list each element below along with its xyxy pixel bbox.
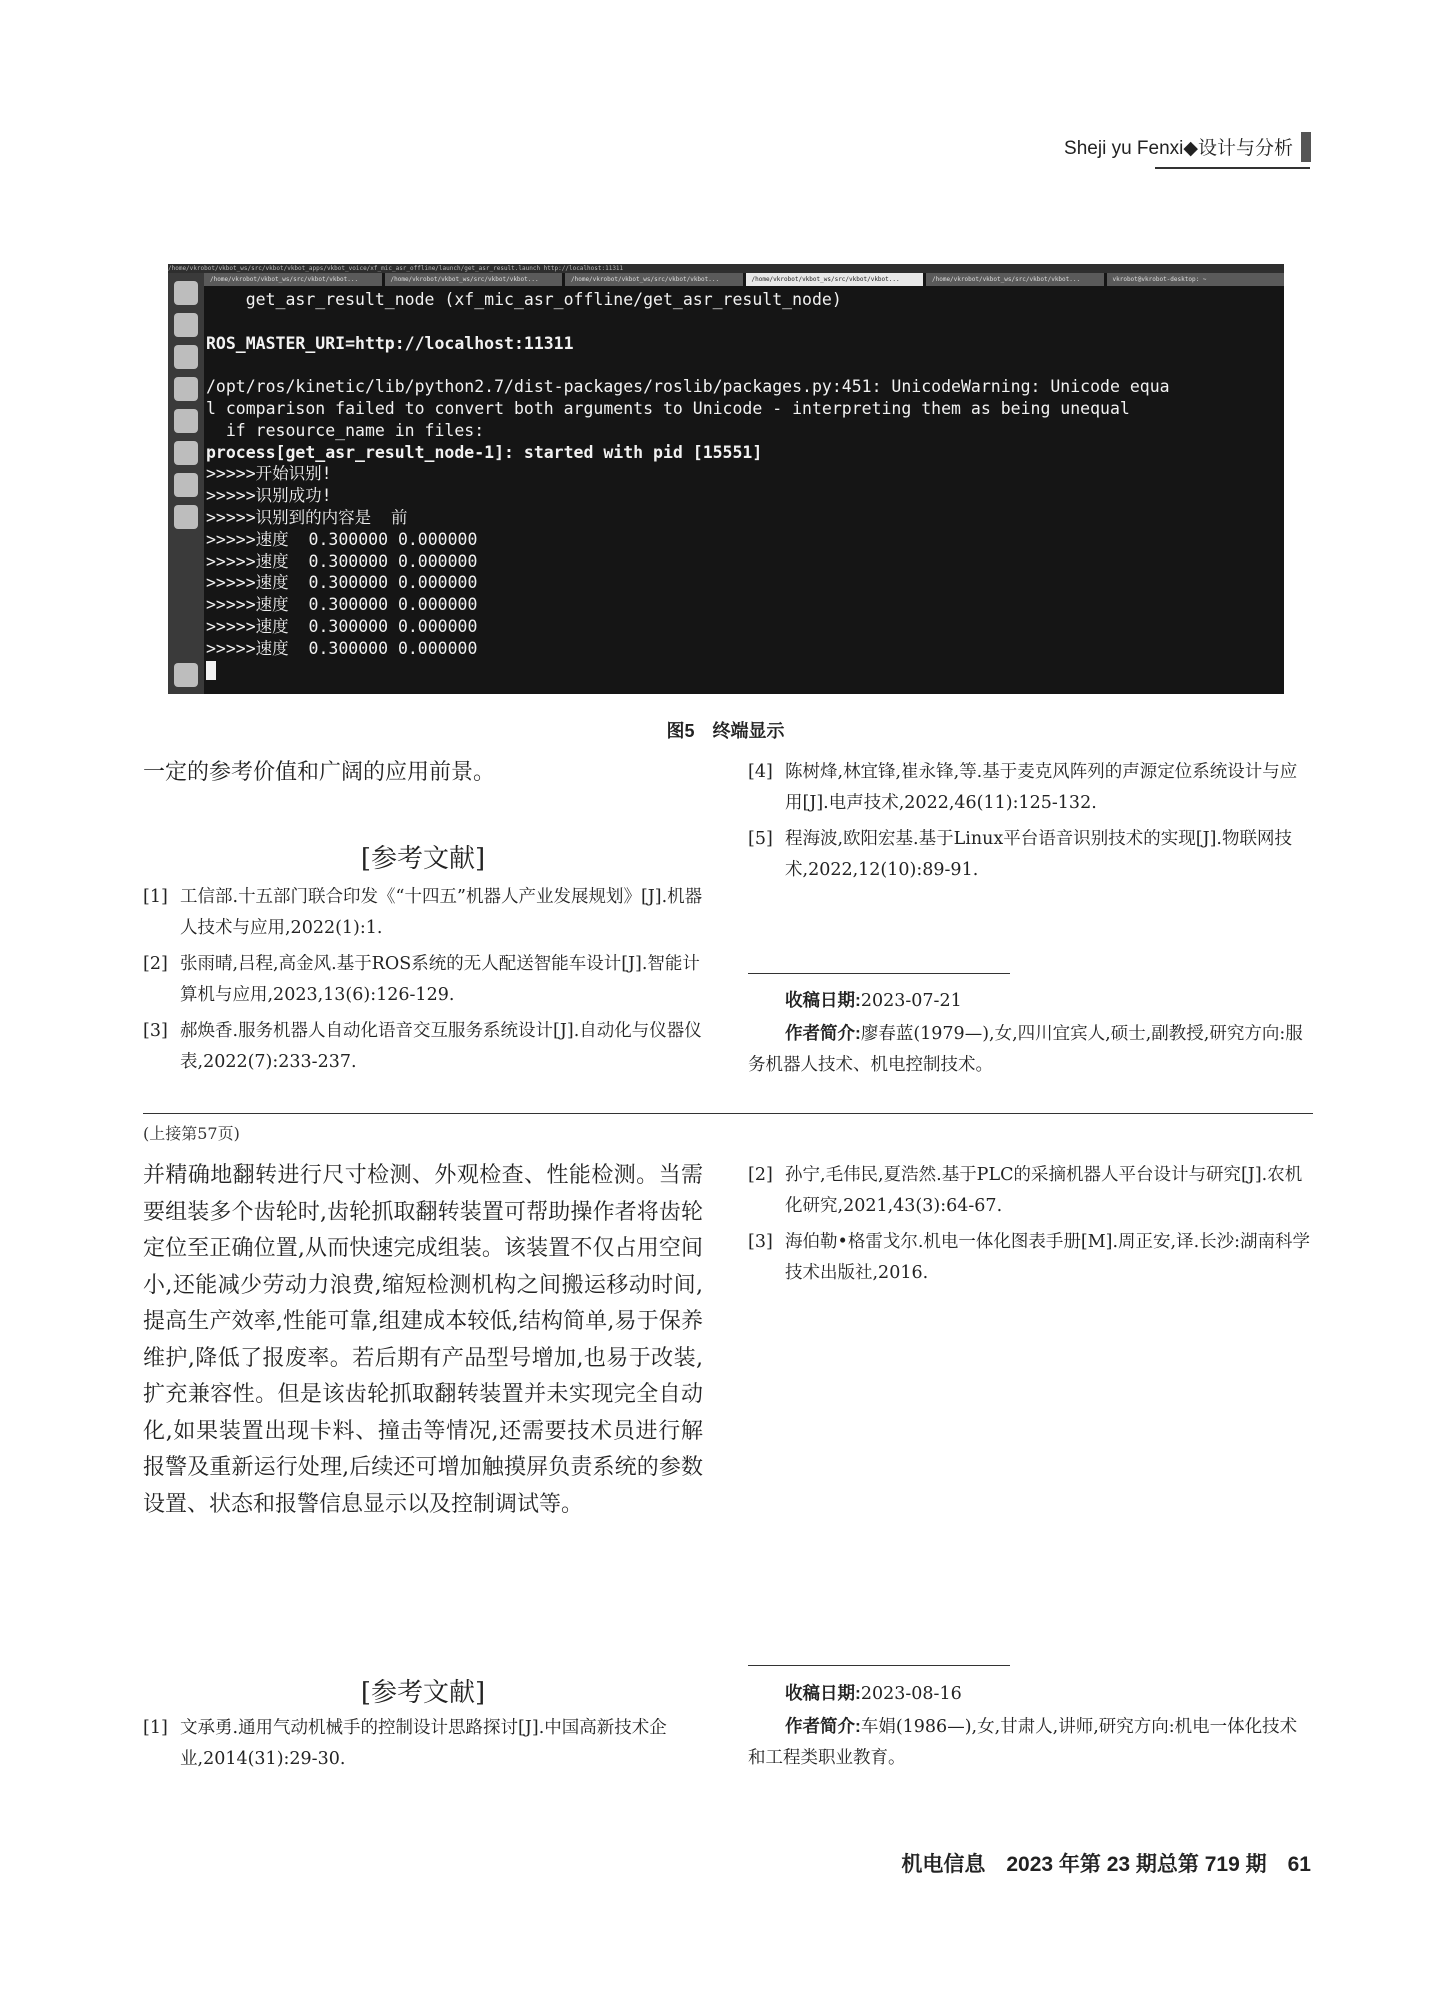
- reference-text: 孙宁,毛伟民,夏浩然.基于PLC的采摘机器人平台设计与研究[J].农机化研究,2021,43(3):64-67.: [785, 1165, 1303, 1216]
- terminal-tab[interactable]: vkrobot@vkrobot-desktop: ~: [1107, 273, 1285, 286]
- reference-item: [143, 882, 703, 944]
- terminal-line: ROS_MASTER_URI=http://localhost:11311: [206, 333, 574, 353]
- header-marker: [1301, 132, 1311, 162]
- received-date: 2023-08-16: [860, 1684, 962, 1704]
- reference-item: [748, 1227, 1313, 1289]
- terminal-tab[interactable]: /home/vkrobot/vkbot_ws/src/vkbot/vkbot...: [204, 273, 382, 286]
- lower-refs-heading: [参考文献]: [360, 1678, 486, 1708]
- reference-item: [748, 824, 1313, 886]
- terminal-line: process[get_asr_result_node-1]: started with pid [15551]: [206, 442, 763, 462]
- terminal-line: >>>>>开始识别!: [206, 464, 332, 484]
- terminal-line: >>>>>速度 0.300000 0.000000: [206, 529, 478, 549]
- trash-icon[interactable]: [174, 663, 198, 687]
- reference-text: 海伯勒•格雷戈尔.机电一体化图表手册[M].周正安,译.长沙:湖南科学技术出版社,2016.: [785, 1232, 1311, 1283]
- reference-index: [2]: [143, 954, 168, 974]
- author-label: 作者简介:: [785, 1716, 861, 1736]
- reference-index: [1]: [143, 887, 168, 907]
- terminal-line: l comparison failed to convert both arguments to Unicode - interpreting them as being unequal: [206, 398, 1130, 418]
- reference-index: [3]: [748, 1232, 773, 1252]
- lower-right-reference-list: [748, 1160, 1313, 1294]
- launcher-icon[interactable]: [174, 505, 198, 529]
- terminal-output: [206, 289, 1281, 681]
- upper-left-reference-list: [143, 882, 703, 1083]
- terminal-line: [206, 354, 1281, 376]
- terminal-line: /opt/ros/kinetic/lib/python2.7/dist-packages/roslib/packages.py:451: UnicodeWarning: Unicode equa: [206, 377, 1170, 397]
- launcher-icon[interactable]: [174, 377, 198, 401]
- terminal-line: >>>>>速度 0.300000 0.000000: [206, 551, 478, 571]
- terminal-title-bar: /home/vkrobot/vkbot_ws/src/vkbot/vkbot_apps/vkbot_voice/xf_mic_asr_offline/launch/get_asr_result.launch http://localhost:11311: [168, 264, 1284, 273]
- terminal-line: >>>>>速度 0.300000 0.000000: [206, 638, 478, 658]
- received-date: 2023-07-21: [860, 991, 962, 1011]
- launcher-icon[interactable]: [174, 313, 198, 337]
- reference-item: [748, 1160, 1313, 1222]
- reference-index: [5]: [748, 829, 773, 849]
- launcher-icon[interactable]: [174, 441, 198, 465]
- reference-text: 程海波,欧阳宏基.基于Linux平台语音识别技术的实现[J].物联网技术,2022,12(10):89-91.: [785, 829, 1292, 880]
- reference-text: 张雨晴,吕程,高金风.基于ROS系统的无人配送智能车设计[J].智能计算机与应用,2023,13(6):126-129.: [180, 954, 700, 1005]
- upper-left-body: 一定的参考价值和广阔的应用前景。: [143, 760, 496, 785]
- terminal-cursor: [206, 661, 216, 680]
- upper-received: [748, 985, 1313, 1017]
- page-footer: 机电信息 2023 年第 23 期总第 719 期 61: [901, 1853, 1311, 1876]
- author-label: 作者简介:: [785, 1023, 861, 1043]
- reference-index: [4]: [748, 762, 773, 782]
- upper-refs-heading: [参考文献]: [360, 844, 486, 874]
- launcher-icon[interactable]: [174, 409, 198, 433]
- terminal-line: >>>>>识别成功!: [206, 486, 332, 506]
- terminal-line: >>>>>识别到的内容是 前: [206, 507, 408, 527]
- reference-index: [1]: [143, 1718, 168, 1738]
- author-text: 车娟(1986—),女,甘肃人,讲师,研究方向:机电一体化技术和工程类职业教育。: [748, 1717, 1298, 1768]
- terminal-tab[interactable]: /home/vkrobot/vkbot_ws/src/vkbot/vkbot...: [385, 273, 563, 286]
- author-text: 廖春蓝(1979—),女,四川宜宾人,硕士,副教授,研究方向:服务机器人技术、机电控制技术。: [748, 1024, 1303, 1075]
- section-divider: [143, 1113, 1313, 1114]
- launcher-icon[interactable]: [174, 473, 198, 497]
- terminal-tab[interactable]: /home/vkrobot/vkbot_ws/src/vkbot/vkbot...: [926, 273, 1104, 286]
- running-header: [1064, 132, 1311, 162]
- footnote-rule: [748, 973, 1010, 974]
- reference-item: [143, 949, 703, 1011]
- terminal-tab-bar: [204, 273, 1284, 286]
- upper-right-reference-list: [748, 757, 1313, 891]
- terminal-line: if resource_name in files:: [206, 420, 485, 440]
- launcher-icon[interactable]: [174, 345, 198, 369]
- footnote-rule: [748, 1665, 1010, 1666]
- reference-item: [143, 1713, 703, 1775]
- terminal-line: get_asr_result_node (xf_mic_asr_offline/get_asr_result_node): [206, 290, 842, 309]
- reference-index: [3]: [143, 1021, 168, 1041]
- reference-text: 陈树烽,林宜锋,崔永锋,等.基于麦克风阵列的声源定位系统设计与应用[J].电声技术,2022,46(11):125-132.: [785, 762, 1298, 813]
- running-title: Sheji yu Fenxi◆设计与分析: [1064, 138, 1293, 159]
- terminal-line: >>>>>速度 0.300000 0.000000: [206, 595, 478, 615]
- reference-item: [143, 1016, 703, 1078]
- continued-note: (上接第57页): [143, 1124, 240, 1143]
- terminal-line: >>>>>速度 0.300000 0.000000: [206, 616, 478, 636]
- reference-text: 郝焕香.服务机器人自动化语音交互服务系统设计[J].自动化与仪器仪表,2022(7):233-237.: [180, 1021, 702, 1072]
- lower-received: [748, 1678, 1313, 1710]
- header-rule: [1155, 167, 1310, 169]
- terminal-line: >>>>>速度 0.300000 0.000000: [206, 573, 478, 593]
- terminal-figure: [168, 264, 1284, 694]
- reference-text: 工信部.十五部门联合印发《“十四五”机器人产业发展规划》[J].机器人技术与应用,2022(1):1.: [180, 887, 703, 938]
- terminal-tab[interactable]: /home/vkrobot/vkbot_ws/src/vkbot/vkbot...: [746, 273, 924, 286]
- terminal-line: [206, 311, 1281, 333]
- reference-text: 文承勇.通用气动机械手的控制设计思路探讨[J].中国高新技术企业,2014(31):29-30.: [180, 1718, 667, 1769]
- reference-index: [2]: [748, 1165, 773, 1185]
- figure-caption: 图5 终端显示: [666, 721, 785, 741]
- received-label: 收稿日期:: [785, 990, 861, 1010]
- reference-item: [748, 757, 1313, 819]
- lower-left-body: 并精确地翻转进行尺寸检测、外观检查、性能检测。当需要组装多个齿轮时,齿轮抓取翻转装置可帮助操作者将齿轮定位至正确位置,从而快速完成组装。该装置不仅占用空间小,还能减少劳动力浪费,缩短检测机构之间搬运移动时间,提高生产效率,性能可靠,组建成本较低,结构简单,易于保养维护,降低了报废率。若后期有产品型号增加,也易于改装,扩充兼容性。但是该齿轮抓取翻转装置并未实现完全自动化,如果装置出现卡料、撞击等情况,还需要技术员进行解报警及重新运行处理,后续还可增加触摸屏负责系统的参数设置、状态和报警信息显示以及控制调试等。: [143, 1163, 703, 1517]
- desktop-launcher: [168, 273, 204, 694]
- lower-left-reference-list: [143, 1713, 703, 1780]
- upper-author-bio: [748, 1018, 1313, 1081]
- launcher-icon[interactable]: [174, 281, 198, 305]
- terminal-tab[interactable]: /home/vkrobot/vkbot_ws/src/vkbot/vkbot...: [565, 273, 743, 286]
- lower-author-bio: [748, 1711, 1313, 1774]
- received-label: 收稿日期:: [785, 1683, 861, 1703]
